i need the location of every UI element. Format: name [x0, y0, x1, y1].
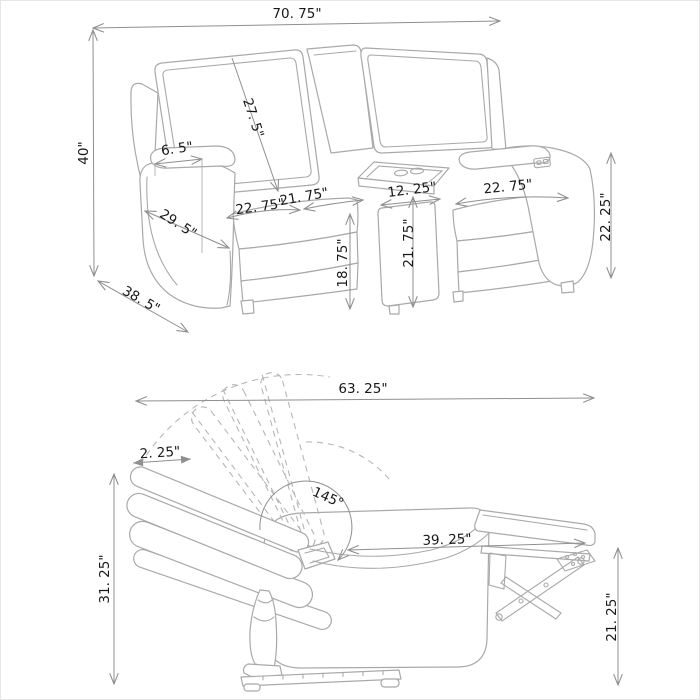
sofa-foot: [561, 281, 574, 293]
dim-right-arm-height: [598, 153, 614, 278]
sofa-foot: [241, 300, 254, 314]
recline-angle-label: 145°: [309, 484, 347, 512]
diagram-svg: [1, 1, 700, 700]
overall-width-label: 70. 75": [272, 6, 322, 22]
right-arm-height-label: 22. 25": [598, 192, 614, 242]
dim-back-length: [97, 474, 114, 684]
footrest-height-label: 21. 25": [604, 592, 620, 642]
overall-height-label: 40": [76, 141, 92, 165]
loveseat-figure: [76, 6, 614, 332]
seat-front-height-label: 18. 75": [335, 238, 351, 288]
base-foot-right: [381, 679, 399, 687]
sofa-foot: [453, 291, 463, 302]
right-back-cushion: [361, 48, 494, 153]
dim-overall-width: [93, 6, 500, 28]
sofa-foot: [389, 305, 399, 314]
seat-to-footrest-length-label: 39. 25": [422, 531, 472, 549]
dim-reclined-length: [136, 381, 594, 401]
reclined-length-label: 63. 25": [338, 381, 388, 397]
reclined-back-cushions: [123, 464, 333, 632]
dim-footrest-height: [604, 548, 620, 685]
armrest-top-width-label: 6. 5": [160, 138, 194, 160]
base-foot-left: [244, 684, 260, 691]
overall-depth-label: 38. 5": [119, 282, 163, 318]
seat-depth-label: 21. 75": [278, 184, 330, 210]
dim-overall-height: [76, 30, 94, 276]
arm-front-depth-label: 29. 5": [156, 206, 200, 242]
dim-wall-clearance: [133, 444, 191, 463]
wall-clearance-label: 2. 25": [139, 443, 181, 463]
console-width-label: 12. 25": [386, 179, 438, 201]
motion-arc-inner: [306, 442, 389, 479]
back-cushion-height-label: 27. 5": [239, 96, 267, 140]
recliner-drawing: [123, 370, 595, 691]
recliner-figure: [97, 370, 620, 691]
console-height-label: 21. 75": [401, 218, 417, 268]
back-length-label: 31. 25": [97, 554, 113, 604]
right-seat-width-label: 22. 75": [482, 176, 534, 198]
left-seat-width-label: 22. 75": [234, 195, 286, 219]
